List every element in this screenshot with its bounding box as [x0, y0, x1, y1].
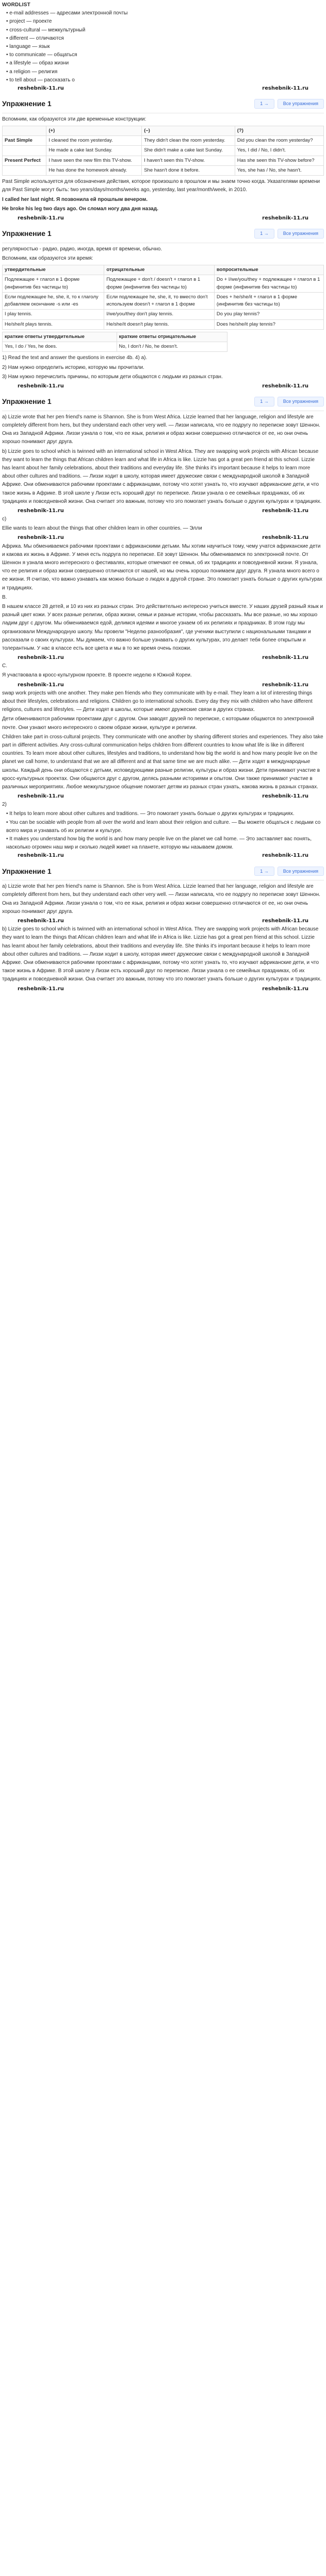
- answer-paragraph: Я участвовала в кросс-культурном проекте. В проекте неделю я Южной Кореи.: [2, 672, 192, 679]
- wordlist-item: • different — отличаются: [6, 35, 324, 43]
- watermark: reshebnik-11.ru: [18, 383, 64, 389]
- table-cell: Подлежащее + don't / doesn't + глагол в 1 форме (инфинитив без частицы to): [104, 275, 214, 293]
- table-cell: I play tennis.: [3, 310, 104, 319]
- watermark: reshebnik-11.ru: [18, 85, 64, 91]
- exercise-bar: [2, 394, 324, 411]
- watermark: reshebnik-11.ru: [262, 85, 308, 91]
- wordlist-header: WORDLIST: [2, 2, 30, 8]
- exercise-title: Упражнение 1: [2, 397, 52, 406]
- answer-paragraph: b) Lizzie goes to school which is twinned with an international school in West Africa. They are swapping work projects with African because they want to learn the things that African children learn and what life in Africa is like. Lizzie has got a great pen friend at this school. Lizzie has learnt about her family celebrations, about their traditions and everyday life. She thinks it's important because it helps to learn more about other cultures and traditions. — Лиззи ходит в школу, которая имеет дружеские связи с международной школой в Западной Африке. Они обмениваются рабочими проектами с африканцами, потому что хотят узнать то, что изучают африканские дети, и что такое жизнь в Африке. В этой школе у Лиззи есть хороший друг по переписке. Лиззи узнала о ее семейных праздниках, об их традициях и повседневной жизни. Она считает это важным, потому что это помогает узнать больше о других культурах и традициях.: [2, 448, 322, 504]
- watermark: reshebnik-11.ru: [262, 853, 308, 859]
- table-cell: [3, 165, 46, 175]
- table-header: [3, 126, 46, 135]
- table-cell: He has done the homework already.: [46, 165, 142, 175]
- short-answers-table: [2, 332, 227, 352]
- watermark: reshebnik-11.ru: [262, 793, 308, 800]
- table-cell: Present Perfect: [3, 156, 46, 165]
- watermark: reshebnik-11.ru: [262, 655, 308, 661]
- wordlist-item: • a lifestyle — образ жизни: [6, 59, 324, 67]
- table-cell: Did you clean the room yesterday?: [235, 136, 323, 146]
- grammar-intro: Вспомним, как образуются эти время:: [2, 255, 93, 261]
- table-cell: No, I don't / No, he doesn't.: [117, 342, 227, 352]
- watermark-row: [2, 214, 324, 223]
- task-line: 3) Нам нужно перечислить причины, по которым дети общаются с людьми из разных стран.: [2, 374, 223, 380]
- exercise-title: Упражнение 1: [2, 229, 52, 238]
- exercise-title: Упражнение 1: [2, 867, 52, 875]
- table-header: (–): [142, 126, 235, 135]
- table-cell: Если подлежащее he, she, it, то к глаголу добавляем окончание -s или -es: [3, 292, 104, 310]
- watermark: reshebnik-11.ru: [262, 383, 308, 389]
- watermark-row: [2, 382, 324, 391]
- exercise-title: Упражнение 1: [2, 99, 52, 108]
- watermark-row: [2, 507, 324, 515]
- exercise-bar: [2, 96, 324, 113]
- watermark: reshebnik-11.ru: [262, 682, 308, 688]
- table-header: (?): [235, 126, 323, 135]
- page: [2, 1, 324, 993]
- watermark: reshebnik-11.ru: [262, 535, 308, 541]
- table-cell: He/she/it doesn't play tennis.: [104, 319, 214, 329]
- answer-paragraph: В нашем классе 28 детей, и 10 из них из разных стран. Это действительно интересно учиться вместе. У наших друзей разный язык и разный цвет кожи. У всех разные религии, образ жизни, семьи и разные истории, чтобы рассказать. Мы все разные, но мы хорошо ладим друг с другом. Мы обмениваемся едой, делимся идеями и многое узнаем об их религиях и праздниках. В этом году мы организовали Международную школу. Мы провели "Неделю разнообразия", где ученики выступили с национальными танцами и рассказали о своих культурах. Мы думаем, что важно больше узнавать о других культурах, это делает тебя более открытым и толерантным. У нас в классе есть все цвета и мы в то же время очень похожи.: [2, 603, 323, 651]
- task-line: 2) Нам нужно определить историю, которую мы прочитали.: [2, 364, 144, 370]
- tense-table: [2, 126, 324, 176]
- answer-paragraph: a) Lizzie wrote that her pen friend's name is Shannon. She is from West Africa. Lizzie learned that her language, religion and lifestyle are completely different from hers, but they understand each other very well. — Лиззи написала, что ее подругу по переписке зовут Шеннон. Она из Западной Африки. Лиззи узнала о том, что ее язык, религия и образ жизни совершенно отличаются от ее, но они очень хорошо понимают друг друга.: [2, 414, 320, 445]
- watermark: reshebnik-11.ru: [262, 507, 308, 514]
- answer-label: 2): [2, 802, 7, 808]
- answer-paragraph: Children take part in cross-cultural projects. They communicate with one another by sharing different stories and experiences. They also take part in different activities. Any cross-cultural communication helps children from different countries to know what life is like in different countries. To learn more about other cultures, lifestyles and traditions, to understand how big the world is and how many people live on the planet we call home, to understand that we are all different and at that same time we are much alike. — Дети ходят в международные школы. Каждый день они общаются с детьми, исповедующими разные религии, культуры и образ жизни. Дети принимают участие в кросс-культурных проектах. Они общаются друг с другом, делясь разными историями и опытом. Они также принимают участие в различных мероприятиях. Любое межкультурное общение помогает детям из разных стран узнать, какова жизнь в разных странах.: [2, 734, 323, 790]
- watermark: reshebnik-11.ru: [18, 535, 64, 541]
- table-header: краткие ответы утвердительные: [3, 332, 117, 342]
- watermark: reshebnik-11.ru: [18, 215, 64, 221]
- task-line: 1) Read the text and answer the questions in exercise 4b. 4) a).: [2, 355, 148, 361]
- answer-label: c): [2, 516, 7, 522]
- table-cell: She didn't make a cake last Sunday.: [142, 146, 235, 156]
- table-cell: Если подлежащее he, she, it, то вместо don't используем doesn't + глагол в 1 форме: [104, 292, 214, 310]
- reasons-list: [2, 810, 324, 852]
- table-cell: He made a cake last Sunday.: [46, 146, 142, 156]
- all-exercises-button[interactable]: Все упражнения: [278, 99, 324, 109]
- all-exercises-button[interactable]: Все упражнения: [278, 229, 324, 239]
- next-arrow-button[interactable]: 1 →: [254, 229, 274, 239]
- grammar-intro: регулярностью - радио, радио, иногда, время от времени, обычно.: [2, 246, 162, 252]
- grammar-note: Past Simple используется для обозначения действия, которое произошло в прошлом и мы знаем точно когда. Указателями времени для Past Simple могут быть: two years/days/months/weeks ago, yesterday, last year/month/week, in 2010.: [2, 179, 320, 193]
- list-item: • It helps to learn more about other cultures and traditions. — Это помогает узнать больше о других культурах и традициях.: [6, 810, 324, 818]
- exercise-bar: [2, 226, 324, 243]
- watermark: reshebnik-11.ru: [18, 918, 64, 924]
- answer-paragraph: Африка. Мы обмениваемся рабочими проектами с африканскими детьми. Мы хотим научиться тому, чему учатся африканские дети и какова их жизнь в Африке. У меня есть подруга по переписке. Её зовут Шеннон. Мы обмениваемся по электронной почте. От Шеннон я узнала много интересного о фестивалях, которые отмечают ее семья, об их традициях и повседневной жизни. Я узнала, что ее религия и образ жизни совершенно отличаются от нашей, но мы очень хорошо понимаем друг друга. Я узнала много всего о ее жизни. Я считаю, что важно узнавать как можно больше о людях в другой стране. Это помогает узнать больше о других культурах и традициях.: [2, 543, 322, 591]
- table-cell: I have seen the new film this TV-show.: [46, 156, 142, 165]
- table-cell: Do + I/we/you/they + подлежащее + глагол в 1 форме (инфинитив без частицы to): [214, 275, 323, 293]
- table-cell: She hasn't done it before.: [142, 165, 235, 175]
- answer-paragraph: b) Lizzie goes to school which is twinned with an international school in West Africa. They are swapping work projects with African because they want to learn the things that African children learn and what life in Africa is like. Lizzie has got a great pen friend at this school. Lizzie has learnt about her family celebrations, about their traditions and everyday life. She thinks it's important because it helps to learn more about other cultures and traditions. — Лиззи ходит в школу, которая имеет дружеские связи с международной школой в Западной Африке. Они обмениваются рабочими проектами с африканцами, потому что хотят узнать то, что изучают африканские дети, и что такое жизнь в Африке. В этой школе у Лиззи есть хороший друг по переписке. Лиззи узнала о ее семейных праздниках, об их традициях и повседневной жизни. Она считает это важным, потому что это помогает узнать больше о других культурах и традициях.: [2, 926, 322, 982]
- table-cell: Yes, I did / No, I didn't.: [235, 146, 323, 156]
- table-cell: Yes, she has / No, she hasn't.: [235, 165, 323, 175]
- watermark: reshebnik-11.ru: [18, 853, 64, 859]
- watermark: reshebnik-11.ru: [18, 793, 64, 800]
- watermark-row: [2, 654, 324, 662]
- answer-label: C.: [2, 663, 7, 669]
- table-header: утвердительные: [3, 265, 104, 275]
- watermark: reshebnik-11.ru: [18, 986, 64, 992]
- list-item: • It makes you understand how big the world is and how many people live on the planet we call home. — Это заставляет вас понять, насколько огромен наш мир и сколько людей живет на планете, которую мы называем домом.: [6, 835, 324, 852]
- next-arrow-button[interactable]: 1 →: [254, 99, 274, 109]
- wordlist-item: • language — язык: [6, 43, 324, 51]
- wordlist-item: • to tell about — рассказать о: [6, 76, 324, 84]
- all-exercises-button[interactable]: Все упражнения: [278, 397, 324, 406]
- wordlist-item: • e-mail addresses — адресами электронной почты: [6, 9, 324, 18]
- wordlist: [2, 9, 324, 84]
- watermark-row: [2, 681, 324, 689]
- watermark-row: [2, 534, 324, 542]
- table-cell: Do you play tennis?: [214, 310, 323, 319]
- next-arrow-button[interactable]: 1 →: [254, 867, 274, 876]
- watermark-row: [2, 792, 324, 801]
- watermark: reshebnik-11.ru: [18, 682, 64, 688]
- table-cell: Does + he/she/it + глагол в 1 форме (инфинитив без частицы to): [214, 292, 323, 310]
- watermark: reshebnik-11.ru: [262, 215, 308, 221]
- table-cell: Yes, I do / Yes, he does.: [3, 342, 117, 352]
- answer-paragraph: Ellie wants to learn about the things that other children learn in other countries. — Элли: [2, 526, 202, 532]
- table-cell: I/we/you/they don't play tennis.: [104, 310, 214, 319]
- table-cell: Does he/she/it play tennis?: [214, 319, 323, 329]
- watermark-row: [2, 84, 324, 93]
- table-cell: Подлежащее + глагол в 1 форме (инфинитив без частицы to): [3, 275, 104, 293]
- table-cell: [3, 146, 46, 156]
- watermark: reshebnik-11.ru: [262, 918, 308, 924]
- table-cell: He/she/it plays tennis.: [3, 319, 104, 329]
- wordlist-item: • to communicate — общаться: [6, 51, 324, 59]
- table-cell: Has she seen this TV-show before?: [235, 156, 323, 165]
- table-cell: Past Simple: [3, 136, 46, 146]
- watermark: reshebnik-11.ru: [18, 655, 64, 661]
- wordlist-item: • cross-cultural — межкультурный: [6, 26, 324, 35]
- watermark: reshebnik-11.ru: [262, 986, 308, 992]
- answer-label: B.: [2, 594, 7, 600]
- grammar-intro: Вспомним, как образуются эти две временные конструкции:: [2, 116, 146, 122]
- table-cell: I cleaned the room yesterday.: [46, 136, 142, 146]
- table-header: (+): [46, 126, 142, 135]
- answer-paragraph: Дети обмениваются рабочими проектами друг с другом. Они заводят друзей по переписке, с которыми общаются по электронной почте. Они узнают много интересного о своем образе жизни, культуре и религии.: [2, 716, 314, 731]
- table-cell: They didn't clean the room yesterday.: [142, 136, 235, 146]
- next-arrow-button[interactable]: 1 →: [254, 397, 274, 406]
- table-header: краткие ответы отрицательные: [117, 332, 227, 342]
- answer-paragraph: a) Lizzie wrote that her pen friend's name is Shannon. She is from West Africa. Lizzie learned that her language, religion and lifestyle are completely different from hers, but they understand each other very well. — Лиззи написала, что ее подругу по переписке зовут Шеннон. Она из Западной Африки. Лиззи узнала о том, что ее язык, религия и образ жизни совершенно отличаются от ее, но они очень хорошо понимают друг друга.: [2, 884, 320, 914]
- watermark: reshebnik-11.ru: [18, 507, 64, 514]
- table-header: вопросительные: [214, 265, 323, 275]
- list-item: • You can be sociable with people from all over the world and learn about their religion and culture. — Вы можете общаться с людьми со всего мира и узнавать об их религии и культуре.: [6, 819, 324, 835]
- answer-paragraph: swap work projects with one another. They make pen friends who they communicate with by e-mail. They learn a lot of interesting things about their lifestyles, celebrations and religions. Children go to international schools. Every day they mix with children who have different religions, cultures and lifestyles. — Дети ходят в школы, которые имеют дружеские связи в других странах.: [2, 690, 313, 713]
- table-cell: I haven't seen this TV-show.: [142, 156, 235, 165]
- wordlist-item: • project — проекте: [6, 18, 324, 26]
- wordlist-item: • a religion — религия: [6, 68, 324, 76]
- watermark-row: [2, 917, 324, 925]
- all-exercises-button[interactable]: Все упражнения: [278, 867, 324, 876]
- exercise-bar: [2, 863, 324, 881]
- example-sentence: He broke his leg two days ago. Он сломал ногу два дня назад.: [2, 206, 158, 212]
- watermark-row: [2, 985, 324, 993]
- table-header: отрицательные: [104, 265, 214, 275]
- present-simple-table: [2, 265, 324, 330]
- example-sentence: I called her last night. Я позвонила ей прошлым вечером.: [2, 196, 148, 202]
- watermark-row: [2, 852, 324, 860]
